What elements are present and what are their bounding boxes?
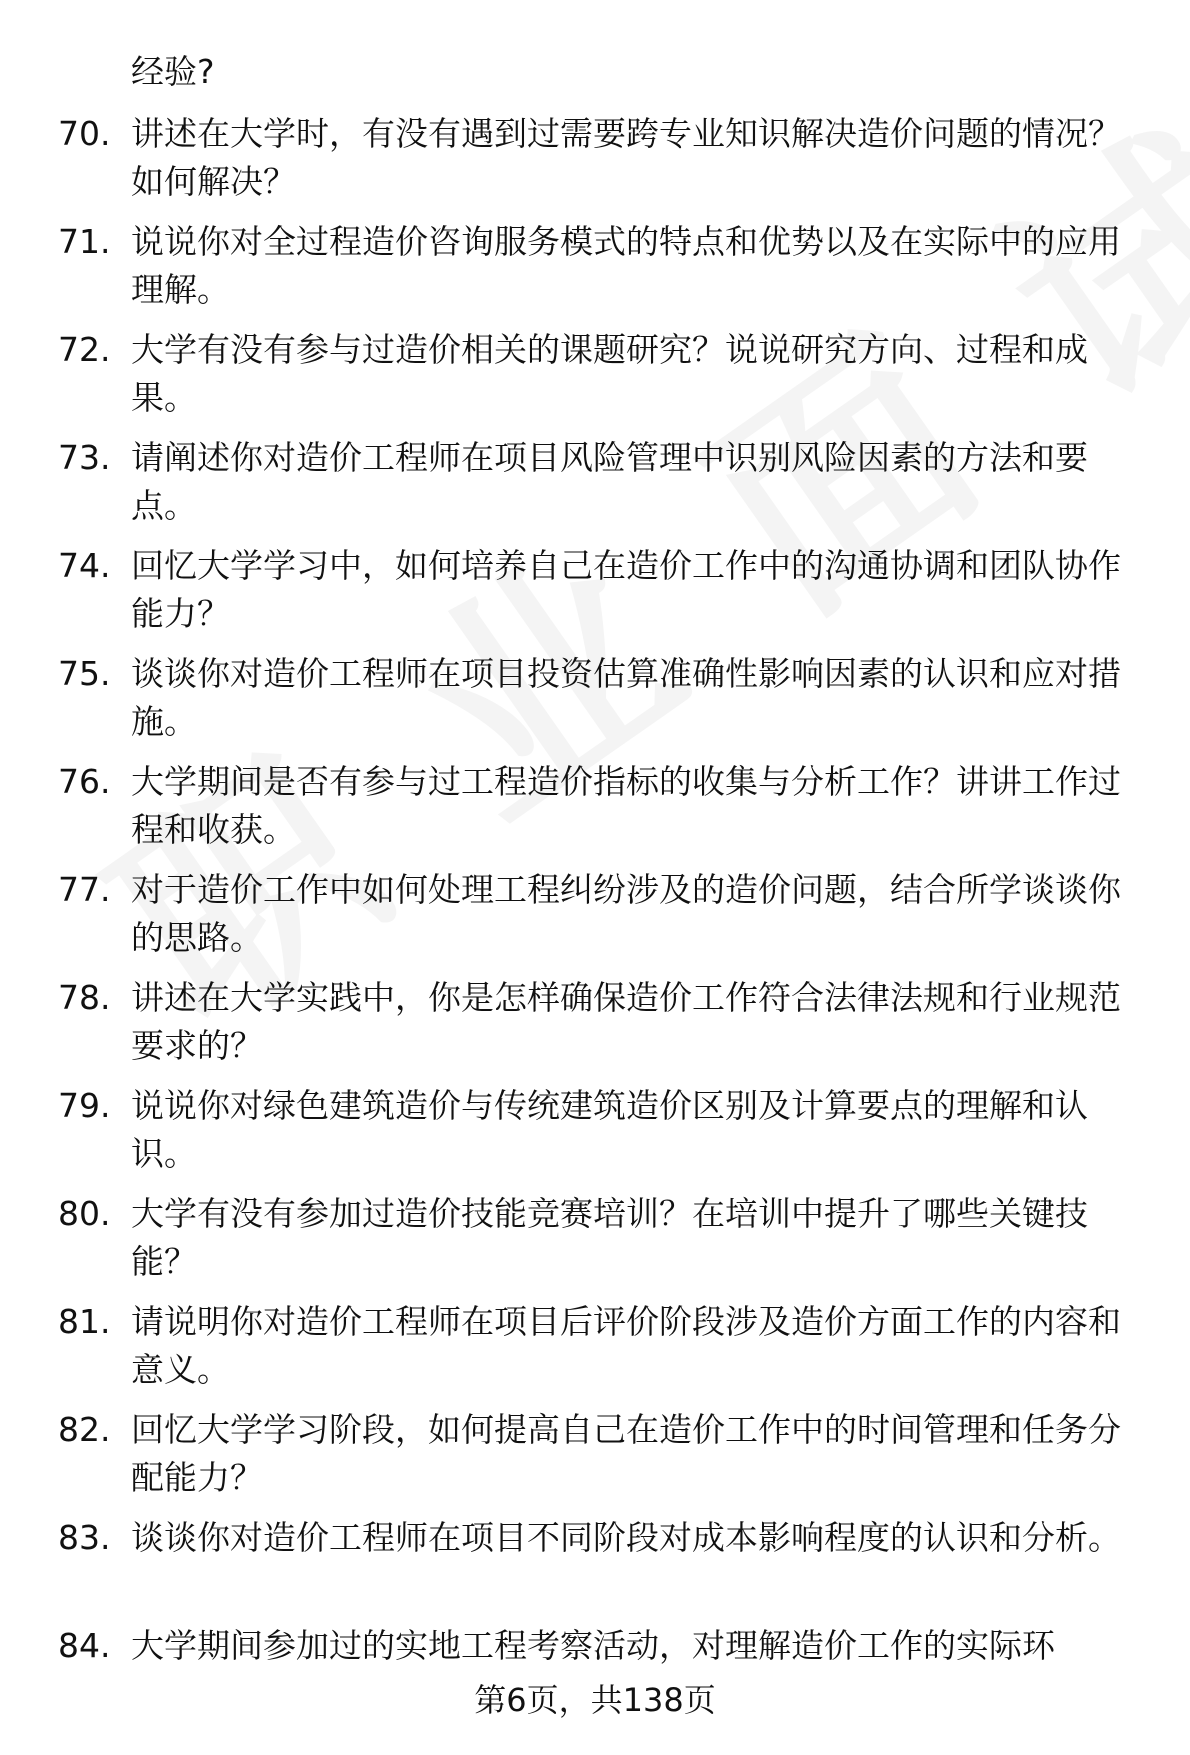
question-text: 大学有没有参与过造价相关的课题研究？说说研究方向、过程和成果。 <box>131 330 1088 417</box>
page-footer: 第6页，共138页 <box>474 1681 716 1719</box>
list-item <box>0 218 1190 314</box>
question-number: 83. <box>58 1518 111 1557</box>
question-list <box>0 110 1190 1682</box>
list-item <box>0 974 1190 1070</box>
list-item <box>0 1298 1190 1394</box>
question-number: 70. <box>58 114 111 153</box>
question-text: 大学期间是否有参与过工程造价指标的收集与分析工作？讲讲工作过程和收获。 <box>131 762 1121 849</box>
list-item <box>0 650 1190 746</box>
question-number: 79. <box>58 1086 111 1125</box>
list-item <box>0 1514 1190 1610</box>
question-number: 81. <box>58 1302 111 1341</box>
question-number: 78. <box>58 978 111 1017</box>
question-text: 谈谈你对造价工程师在项目不同阶段对成本影响程度的认识和分析。 <box>131 1518 1121 1557</box>
question-text: 谈谈你对造价工程师在项目投资估算准确性影响因素的认识和应对措施。 <box>131 654 1121 741</box>
list-item <box>0 434 1190 530</box>
question-number: 80. <box>58 1194 111 1233</box>
question-text: 大学期间参加过的实地工程考察活动，对理解造价工作的实际环 <box>131 1626 1055 1665</box>
question-text: 请阐述你对造价工程师在项目风险管理中识别风险因素的方法和要点。 <box>131 438 1088 525</box>
question-number: 76. <box>58 762 111 801</box>
question-text: 回忆大学学习阶段，如何提高自己在造价工作中的时间管理和任务分配能力？ <box>131 1410 1121 1497</box>
question-number: 77. <box>58 870 111 909</box>
question-text: 回忆大学学习中，如何培养自己在造价工作中的沟通协调和团队协作能力？ <box>131 546 1121 633</box>
question-text: 对于造价工作中如何处理工程纠纷涉及的造价问题，结合所学谈谈你的思路。 <box>131 870 1121 957</box>
list-item <box>0 866 1190 962</box>
list-item <box>0 1190 1190 1286</box>
question-text: 说说你对全过程造价咨询服务模式的特点和优势以及在实际中的应用理解。 <box>131 222 1121 309</box>
question-text: 讲述在大学时，有没有遇到过需要跨专业知识解决造价问题的情况？如何解决？ <box>131 114 1121 201</box>
question-text: 请说明你对造价工程师在项目后评价阶段涉及造价方面工作的内容和意义。 <box>131 1302 1121 1389</box>
question-number: 71. <box>58 222 111 261</box>
list-item <box>0 1406 1190 1502</box>
list-item <box>0 1082 1190 1178</box>
question-text: 大学有没有参加过造价技能竞赛培训？在培训中提升了哪些关键技能？ <box>131 1194 1088 1281</box>
question-number: 72. <box>58 330 111 369</box>
list-item <box>0 1622 1190 1670</box>
question-text: 说说你对绿色建筑造价与传统建筑造价区别及计算要点的理解和认识。 <box>131 1086 1088 1173</box>
question-number: 75. <box>58 654 111 693</box>
list-item <box>0 758 1190 854</box>
question-number: 74. <box>58 546 111 585</box>
list-item <box>0 542 1190 638</box>
question-number: 73. <box>58 438 111 477</box>
question-text: 讲述在大学实践中，你是怎样确保造价工作符合法律法规和行业规范要求的？ <box>131 978 1121 1065</box>
list-item <box>0 326 1190 422</box>
continuation-text: 经验? <box>131 52 215 91</box>
question-number: 84. <box>58 1626 111 1665</box>
list-item <box>0 110 1190 206</box>
question-number: 82. <box>58 1410 111 1449</box>
